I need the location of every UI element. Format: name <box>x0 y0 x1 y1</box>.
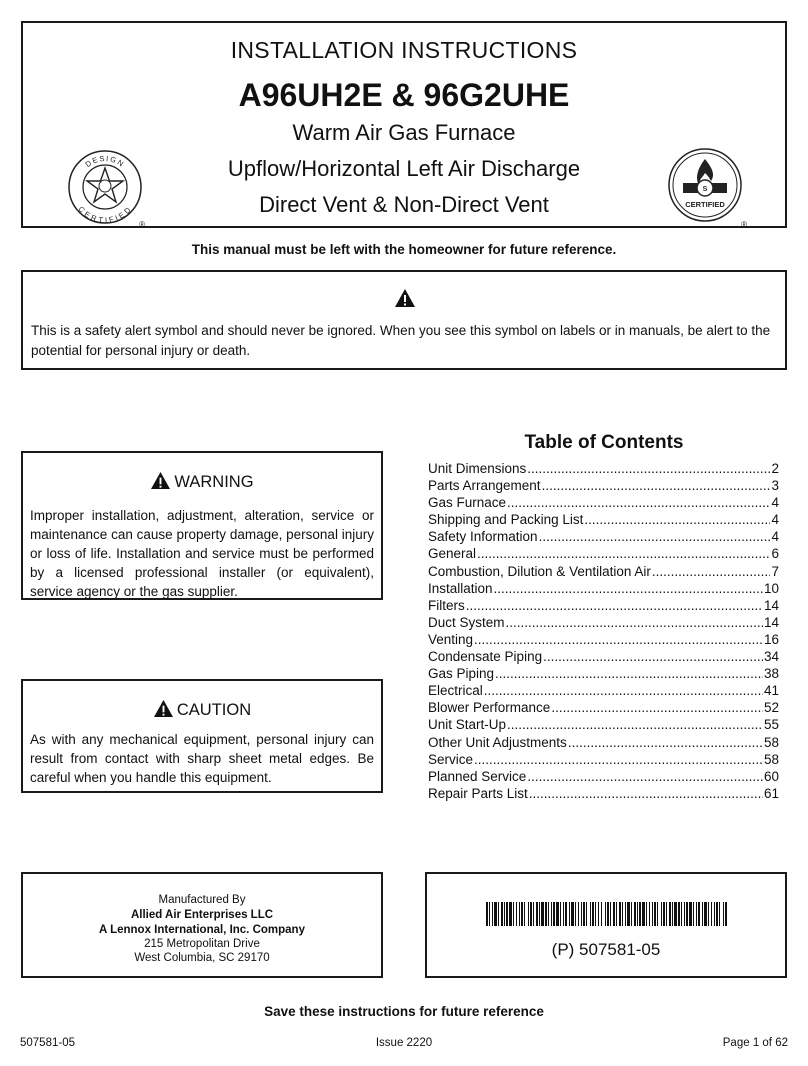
barcode-bar <box>631 902 632 926</box>
toc-entry-page: 38 <box>763 666 779 682</box>
barcode-bar <box>639 902 641 926</box>
model-title: A96UH2E & 96G2UHE <box>238 77 570 113</box>
toc-entry <box>428 734 779 751</box>
csa-certified-seal-icon <box>665 147 749 229</box>
barcode-bar <box>598 902 599 926</box>
warning-box <box>21 451 383 600</box>
barcode-bar <box>674 902 677 926</box>
barcode-bar <box>595 902 596 926</box>
barcode-bar <box>678 902 680 926</box>
svg-text:CERTIFIED: CERTIFIED <box>685 200 725 209</box>
table-of-contents <box>428 460 779 802</box>
toc-entry <box>428 682 779 699</box>
toc-entry-title: Repair Parts List <box>428 785 528 801</box>
barcode-bar <box>586 902 587 926</box>
barcode-bar <box>581 902 582 926</box>
barcode-bar <box>569 902 570 926</box>
toc-entry-title: Gas Furnace <box>428 495 507 511</box>
barcode-bar <box>548 902 549 926</box>
caution-box <box>21 679 383 793</box>
toc-entry-title: Condensate Piping <box>428 649 543 665</box>
barcode-bar <box>708 902 709 926</box>
toc-entry-page: 58 <box>763 751 779 767</box>
toc-entry-page: 14 <box>763 597 779 613</box>
svg-text:S: S <box>702 186 708 193</box>
barcode-bar <box>610 902 611 926</box>
toc-leader-dots <box>506 614 763 631</box>
barcode-bar <box>637 902 638 926</box>
svg-text:®: ® <box>741 220 747 229</box>
footer-page-number: Page 1 of 62 <box>722 1037 788 1049</box>
toc-entry <box>428 614 779 631</box>
toc-entry <box>428 597 779 614</box>
barcode-bar <box>575 902 576 926</box>
toc-entry-title: Electrical <box>428 683 483 699</box>
toc-leader-dots <box>527 460 770 477</box>
toc-leader-dots <box>551 699 763 716</box>
toc-leader-dots <box>539 528 771 545</box>
toc-leader-dots <box>527 768 763 785</box>
barcode-bar <box>686 902 688 926</box>
barcode-bar <box>489 902 490 926</box>
barcode-bar <box>506 902 508 926</box>
street-address: 215 Metropolitan Drive <box>144 938 260 950</box>
barcode-bar <box>646 902 647 926</box>
toc-entry <box>428 785 779 802</box>
barcode-bar <box>524 902 525 926</box>
barcode-bar <box>601 902 602 926</box>
footer-document-number: 507581-05 <box>20 1037 75 1049</box>
toc-entry <box>428 768 779 785</box>
barcode-bar <box>571 902 574 926</box>
toc-leader-dots <box>477 545 770 562</box>
toc-entry <box>428 716 779 733</box>
barcode-bar <box>642 902 645 926</box>
barcode-bar <box>681 902 682 926</box>
barcode-bar <box>689 902 692 926</box>
toc-entry-page: 34 <box>763 649 779 665</box>
barcode-bar <box>509 902 512 926</box>
barcode-bar <box>652 902 653 926</box>
toc-leader-dots <box>466 597 763 614</box>
barcode-bar <box>605 902 606 926</box>
toc-entry <box>428 580 779 597</box>
toc-leader-dots <box>474 751 763 768</box>
toc-entry <box>428 460 779 477</box>
toc-entry <box>428 699 779 716</box>
warning-triangle-icon <box>150 471 171 490</box>
toc-entry <box>428 545 779 562</box>
toc-entry-title: Planned Service <box>428 768 527 784</box>
safety-alert-text: This is a safety alert symbol and should never be ignored. When you see this symbol on labels or in manuals, be alert to the potential for personal injury or death. <box>31 323 771 358</box>
barcode-bar <box>492 902 493 926</box>
barcode-bar <box>723 902 724 926</box>
toc-leader-dots <box>495 665 763 682</box>
barcode-bar <box>698 902 700 926</box>
toc-entry-title: Unit Start-Up <box>428 717 507 733</box>
toc-entry-page: 60 <box>763 768 779 784</box>
barcode-bar <box>607 902 609 926</box>
toc-entry-title: Safety Information <box>428 529 538 545</box>
design-certified-seal-icon <box>65 147 147 229</box>
manufacturer-box <box>21 872 383 978</box>
barcode-bar <box>613 902 615 926</box>
safety-alert-box <box>21 270 787 370</box>
product-description: Warm Air Gas Furnace <box>292 120 516 145</box>
barcode-bar <box>622 902 623 926</box>
toc-entry-page: 52 <box>763 700 779 716</box>
barcode-bar <box>719 902 720 926</box>
manufacturer-label: Manufactured By <box>158 894 246 906</box>
toc-entry-title: Installation <box>428 580 493 596</box>
barcode-bar <box>583 902 585 926</box>
toc-leader-dots <box>474 631 763 648</box>
barcode-bar <box>693 902 694 926</box>
barcode-bar <box>616 902 617 926</box>
document-type: INSTALLATION INSTRUCTIONS <box>230 37 578 63</box>
warning-text: Improper installation, adjustment, alteration, service or maintenance can cause property damage, personal injury or loss of life. Installation and service must be performed by a licensed professional installer (or equivalent), service agency or the gas supplier. <box>30 508 374 599</box>
toc-entry-title: Other Unit Adjustments <box>428 734 567 750</box>
barcode-bar <box>625 902 626 926</box>
toc-entry-page: 58 <box>763 734 779 750</box>
svg-text:DESIGN: DESIGN <box>83 153 127 170</box>
homeowner-note: This manual must be left with the homeowner for future reference. <box>191 242 617 257</box>
barcode-bar <box>560 902 561 926</box>
barcode-box <box>425 872 787 978</box>
barcode-bar <box>528 902 529 926</box>
toc-entry <box>428 511 779 528</box>
airflow-description: Upflow/Horizontal Left Air Discharge <box>227 156 581 181</box>
barcode-bar <box>590 902 591 926</box>
barcode-bar <box>663 902 665 926</box>
barcode-bar <box>669 902 671 926</box>
barcode-bar <box>711 902 712 926</box>
toc-entry-page: 16 <box>763 631 779 647</box>
toc-entry-title: Shipping and Packing List <box>428 512 584 528</box>
caution-heading <box>23 699 381 720</box>
toc-entry-page: 6 <box>771 546 779 562</box>
toc-entry-page: 61 <box>763 785 779 801</box>
barcode-bar <box>541 902 544 926</box>
barcode-bar <box>536 902 538 926</box>
toc-entry <box>428 494 779 511</box>
toc-leader-dots <box>542 477 771 494</box>
barcode-bar <box>530 902 532 926</box>
toc-entry-page: 10 <box>763 580 779 596</box>
toc-entry-title: Gas Piping <box>428 666 495 682</box>
toc-leader-dots <box>568 734 763 751</box>
barcode-bar <box>725 902 727 926</box>
svg-text:CERTIFIED: CERTIFIED <box>76 204 134 225</box>
toc-entry-title: Service <box>428 751 474 767</box>
toc-leader-dots <box>494 580 763 597</box>
barcode-bar <box>513 902 514 926</box>
toc-entry-page: 55 <box>763 717 779 733</box>
toc-entry-page: 2 <box>771 461 779 476</box>
caution-title: CAUTION <box>176 701 252 719</box>
svg-text:®: ® <box>139 220 145 229</box>
toc-entry-page: 3 <box>771 478 779 494</box>
barcode-bar <box>714 902 715 926</box>
barcode-bar <box>649 902 650 926</box>
barcode-bar <box>702 902 703 926</box>
city-address: West Columbia, SC 29170 <box>134 952 270 964</box>
barcode-bar <box>578 902 579 926</box>
toc-entry-page: 7 <box>771 563 779 579</box>
vent-description: Direct Vent & Non-Direct Vent <box>259 192 549 217</box>
toc-entry <box>428 648 779 665</box>
toc-entry-title: Duct System <box>428 614 505 630</box>
barcode-bar <box>627 902 630 926</box>
footer-issue: Issue 2220 <box>375 1037 433 1049</box>
toc-entry-title: General <box>428 546 477 562</box>
barcode-bar <box>672 902 673 926</box>
toc-title: Table of Contents <box>524 432 684 453</box>
barcode-bar <box>556 902 559 926</box>
barcode-bar <box>657 902 658 926</box>
part-number: (P) 507581-05 <box>551 940 661 959</box>
toc-leader-dots <box>652 563 771 580</box>
toc-entry <box>428 528 779 545</box>
barcode-bar <box>533 902 534 926</box>
barcode-bar <box>666 902 667 926</box>
barcode-bar <box>501 902 503 926</box>
toc-entry-page: 4 <box>771 512 779 528</box>
barcode-bar <box>565 902 567 926</box>
warning-triangle-icon <box>394 288 416 308</box>
toc-entry-title: Filters <box>428 597 465 613</box>
barcode-icon <box>486 902 727 926</box>
barcode-bar <box>516 902 517 926</box>
barcode-bar <box>654 902 656 926</box>
toc-leader-dots <box>507 494 770 511</box>
barcode-bar <box>696 902 697 926</box>
toc-leader-dots <box>507 716 763 733</box>
warning-title: WARNING <box>174 473 254 491</box>
warning-triangle-icon <box>153 699 174 718</box>
toc-leader-dots <box>529 785 763 802</box>
barcode-bar <box>684 902 685 926</box>
toc-leader-dots <box>543 648 763 665</box>
barcode-bar <box>521 902 523 926</box>
barcode-bar <box>634 902 636 926</box>
toc-entry-title: Combustion, Dilution & Ventilation Air <box>428 563 651 579</box>
barcode-bar <box>545 902 547 926</box>
header-box <box>21 21 787 228</box>
toc-entry <box>428 665 779 682</box>
barcode-bar <box>551 902 552 926</box>
toc-entry-title: Unit Dimensions <box>428 461 527 476</box>
barcode-bar <box>619 902 621 926</box>
toc-entry <box>428 563 779 580</box>
manufacturer-name: Allied Air Enterprises LLC <box>130 909 274 921</box>
toc-entry-page: 14 <box>763 614 779 630</box>
toc-leader-dots <box>584 511 770 528</box>
save-instructions-note: Save these instructions for future reference <box>264 1004 544 1019</box>
toc-entry-page: 4 <box>771 495 779 511</box>
barcode-bar <box>704 902 707 926</box>
barcode-bar <box>592 902 594 926</box>
barcode-bar <box>539 902 540 926</box>
barcode-bar <box>563 902 564 926</box>
toc-entry-title: Blower Performance <box>428 700 551 716</box>
barcode-bar <box>716 902 718 926</box>
toc-entry-title: Venting <box>428 631 474 647</box>
barcode-bar <box>494 902 497 926</box>
barcode-bar <box>661 902 662 926</box>
barcode-bar <box>498 902 499 926</box>
toc-entry <box>428 477 779 494</box>
toc-entry-title: Parts Arrangement <box>428 478 541 494</box>
barcode-bar <box>486 902 488 926</box>
parent-company: A Lennox International, Inc. Company <box>99 924 305 936</box>
warning-heading <box>23 471 381 492</box>
toc-entry-page: 41 <box>763 683 779 699</box>
toc-leader-dots <box>484 682 763 699</box>
caution-text: As with any mechanical equipment, personal injury can result from contact with sharp sheet metal edges. Be careful when you handle this equipment. <box>30 732 374 785</box>
barcode-bar <box>504 902 505 926</box>
barcode-bar <box>553 902 555 926</box>
toc-entry <box>428 751 779 768</box>
toc-entry-page: 4 <box>771 529 779 545</box>
toc-entry <box>428 631 779 648</box>
barcode-bar <box>519 902 520 926</box>
